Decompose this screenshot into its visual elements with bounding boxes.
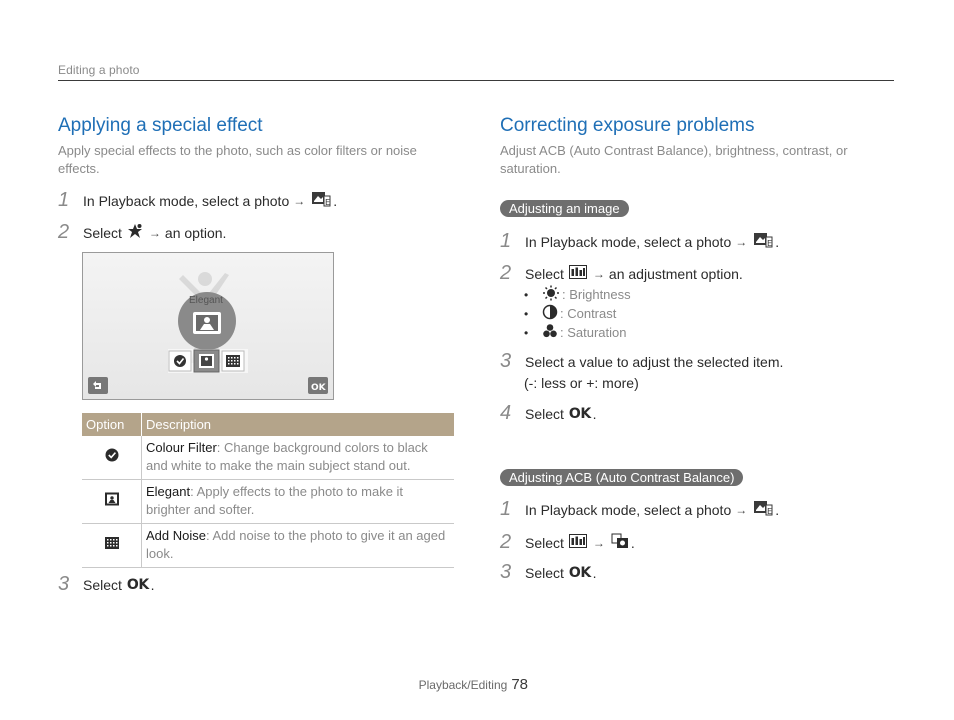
edit-icon [753, 231, 773, 252]
arrow-icon: → [148, 225, 161, 240]
bullet-text: : Brightness [562, 287, 631, 302]
step-text-end: . [592, 564, 597, 581]
step-number: 1 [58, 189, 70, 211]
step-number: 1 [500, 498, 512, 520]
step-text: Select [525, 265, 564, 282]
camera-screen [82, 252, 334, 400]
right-sub1-step-3 [500, 350, 783, 373]
ok-icon: OK [568, 405, 591, 422]
image-adjust-icon [569, 534, 587, 551]
page-number: 78 [511, 676, 528, 693]
step-text: In Playback mode, select a photo [525, 233, 732, 250]
bullet-brightness [524, 285, 631, 304]
left-section-desc: Apply special effects to the photo, such as color filters or noise effects. [58, 143, 417, 176]
table-header-row [82, 413, 454, 436]
step-3-subtext: (-: less or +: more) [524, 375, 639, 391]
option-desc: : Add noise to the photo to give it an aged look. [146, 528, 446, 561]
right-sub2-step-2 [500, 531, 635, 554]
image-adjust-icon [569, 265, 587, 282]
running-header: Editing a photo [58, 63, 140, 77]
svg-text:OK: OK [311, 383, 326, 393]
left-step-3 [58, 573, 155, 596]
arrow-icon: → [592, 266, 605, 281]
option-icon-cell [82, 524, 142, 568]
step-text-end: . [333, 192, 338, 209]
left-step-1 [58, 189, 337, 212]
option-desc: : Apply effects to the photo to make it brighter and softer. [146, 484, 404, 517]
option-name: Colour Filter [146, 440, 217, 455]
svg-text:E: E [325, 198, 331, 207]
option-description-cell [142, 436, 455, 480]
bullet-contrast [524, 304, 616, 323]
ok-button[interactable] [308, 377, 328, 394]
edit-icon [311, 190, 331, 211]
step-text: Select [525, 534, 564, 551]
add-noise-icon [104, 538, 120, 553]
step-text: Select [525, 564, 564, 581]
step-number: 3 [500, 561, 512, 583]
bullet-text: : Saturation [560, 325, 627, 340]
arrow-icon: → [735, 234, 748, 249]
back-button[interactable] [88, 377, 108, 394]
option-icon-cell [82, 480, 142, 524]
right-section-desc: Adjust ACB (Auto Contrast Balance), brightness, contrast, or saturation. [500, 143, 848, 176]
step-text-end: . [592, 405, 597, 422]
page-footer [419, 676, 528, 693]
elegant-icon [104, 495, 120, 510]
step-text: In Playback mode, select a photo [525, 501, 732, 518]
option-icon-cell [82, 436, 142, 480]
step-number: 3 [500, 350, 512, 372]
bullet-dot: • [524, 306, 529, 321]
option-description-cell [142, 480, 455, 524]
colour-filter-icon [104, 451, 120, 466]
step-text: Select [83, 576, 122, 593]
step-text-end: . [150, 576, 155, 593]
bullet-dot: • [524, 287, 529, 302]
bullet-saturation [524, 323, 627, 342]
step-text-end: . [630, 534, 635, 551]
option-name: Elegant [146, 484, 191, 499]
step-number: 1 [500, 230, 512, 252]
arrow-icon: → [592, 535, 605, 550]
left-section-title: Applying a special effect [58, 115, 263, 136]
ok-icon: OK [126, 576, 149, 593]
right-sub2-step-3 [500, 561, 597, 584]
svg-text:E: E [767, 239, 773, 248]
bullet-text: : Contrast [560, 306, 617, 321]
step-number: 4 [500, 402, 512, 424]
subsection-pill-adjust-image: Adjusting an image [500, 200, 629, 217]
column-header-option: Option [82, 413, 142, 436]
edit-icon [753, 499, 773, 520]
footer-label: Playback/Editing [418, 678, 508, 692]
step-text: Select [83, 224, 122, 241]
step-number: 2 [500, 262, 512, 284]
subsection-pill-adjust-acb: Adjusting ACB (Auto Contrast Balance) [500, 469, 743, 486]
right-section-title: Correcting exposure problems [500, 115, 755, 136]
table-row [82, 524, 454, 568]
left-step-2 [58, 221, 226, 244]
arrow-icon: → [293, 193, 306, 208]
option-name: Add Noise [146, 528, 206, 543]
contrast-icon [542, 304, 558, 323]
right-sub1-step-2 [500, 262, 743, 285]
table-row [82, 480, 454, 524]
option-desc: : Change background colors to black and white to make the main subject stand out. [146, 440, 428, 473]
special-effect-icon [127, 223, 143, 242]
option-description-cell [142, 524, 455, 568]
arrow-icon: → [735, 502, 748, 517]
right-sub1-step-1 [500, 230, 779, 253]
step-number: 3 [58, 573, 70, 595]
step-text: Select [525, 405, 564, 422]
step-text: Select a value to adjust the selected item. [525, 353, 784, 370]
acb-icon [611, 533, 629, 552]
step-number: 2 [58, 221, 70, 243]
column-header-description: Description [142, 413, 455, 436]
step-number: 2 [500, 531, 512, 553]
svg-text:E: E [767, 507, 773, 516]
right-sub2-step-1 [500, 498, 779, 521]
step-text: In Playback mode, select a photo [83, 192, 290, 209]
ok-icon: OK [568, 564, 591, 581]
step-text-end: an adjustment option. [608, 265, 743, 282]
bullet-dot: • [524, 325, 529, 340]
right-sub1-step-4 [500, 402, 597, 425]
step-text-end: an option. [164, 224, 227, 241]
header-rule [58, 80, 894, 81]
saturation-icon [542, 323, 558, 342]
options-table [82, 413, 454, 568]
brightness-icon [542, 285, 560, 304]
table-row [82, 436, 454, 480]
step-text-end: . [775, 501, 780, 518]
screen-overlay-label: Elegant [189, 295, 223, 306]
step-text-end: . [775, 233, 780, 250]
